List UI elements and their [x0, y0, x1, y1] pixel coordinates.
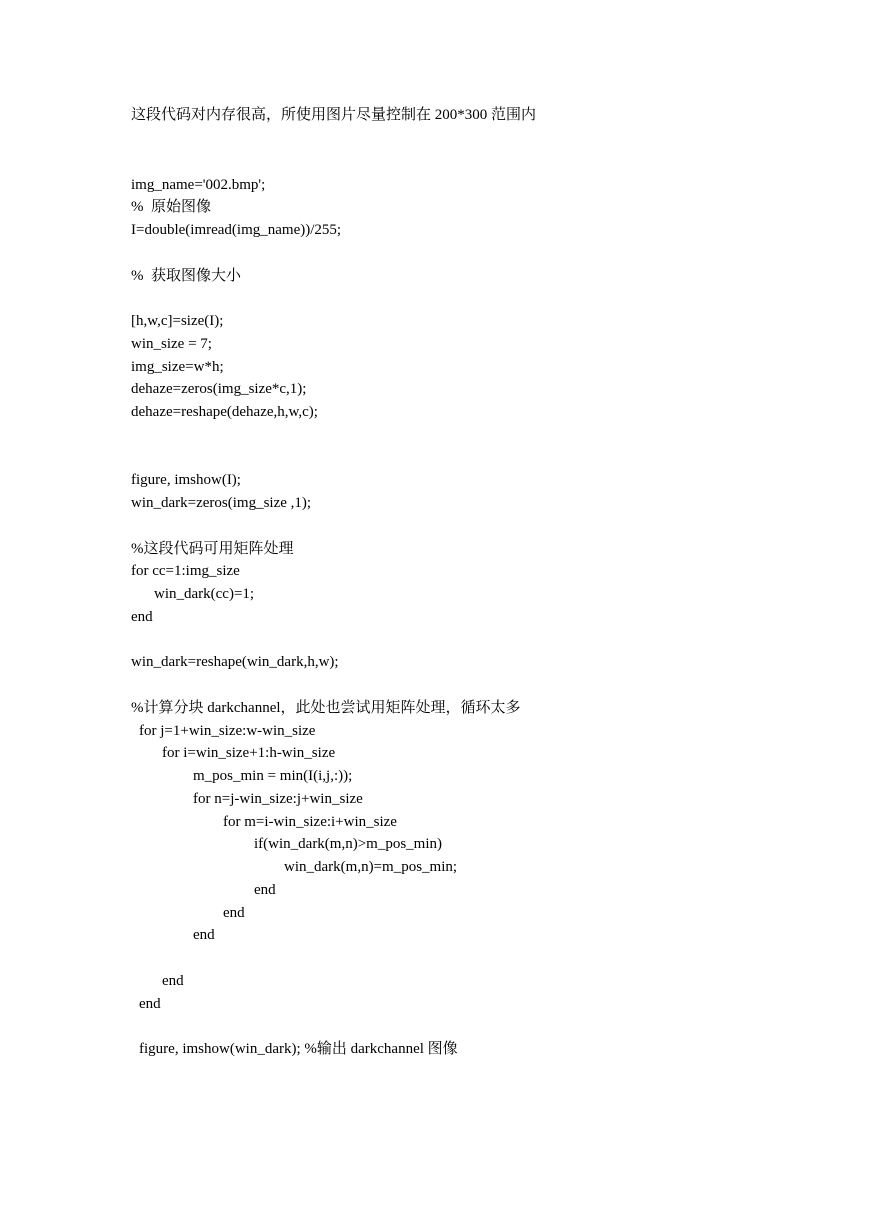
- code-comment: % 获取图像大小: [131, 268, 241, 284]
- code-comment: % 原始图像: [131, 199, 211, 215]
- code-comment: %计算分块 darkchannel，此处也尝试用矩阵处理，循环太多: [131, 700, 521, 716]
- code-line: end: [254, 882, 276, 898]
- code-line: for cc=1:img_size: [131, 563, 240, 579]
- code-line: if(win_dark(m,n)>m_pos_min): [254, 836, 443, 852]
- code-line: img_size=w*h;: [131, 359, 224, 375]
- code-line: for j=1+win_size:w-win_size: [139, 723, 316, 739]
- code-line: figure, imshow(win_dark); %输出 darkchannel 图像: [139, 1041, 458, 1057]
- code-line: [h,w,c]=size(I);: [131, 313, 224, 329]
- code-line: m_pos_min = min(I(i,j,:));: [193, 768, 353, 784]
- code-line: for m=i-win_size:i+win_size: [223, 814, 397, 830]
- code-line: dehaze=reshape(dehaze,h,w,c);: [131, 404, 318, 420]
- code-line: for i=win_size+1:h-win_size: [162, 745, 336, 761]
- code-line: end: [139, 996, 161, 1012]
- code-line: win_size = 7;: [131, 336, 212, 352]
- code-line: win_dark(cc)=1;: [154, 586, 255, 602]
- code-line: end: [193, 927, 215, 943]
- code-line: end: [131, 609, 153, 625]
- code-line: win_dark(m,n)=m_pos_min;: [284, 859, 458, 875]
- code-line: I=double(imread(img_name))/255;: [131, 222, 342, 238]
- code-line: win_dark=zeros(img_size ,1);: [131, 495, 312, 511]
- code-comment: %这段代码可用矩阵处理: [131, 541, 294, 557]
- code-line: img_name='002.bmp';: [131, 177, 266, 193]
- code-line: dehaze=zeros(img_size*c,1);: [131, 381, 307, 397]
- code-line: figure, imshow(I);: [131, 472, 241, 488]
- code-line: for n=j-win_size:j+win_size: [193, 791, 363, 807]
- intro-note: 这段代码对内存很高，所使用图片尽量控制在 200*300 范围内: [131, 107, 537, 123]
- code-line: end: [223, 905, 245, 921]
- code-line: win_dark=reshape(win_dark,h,w);: [131, 654, 339, 670]
- code-line: end: [162, 973, 184, 989]
